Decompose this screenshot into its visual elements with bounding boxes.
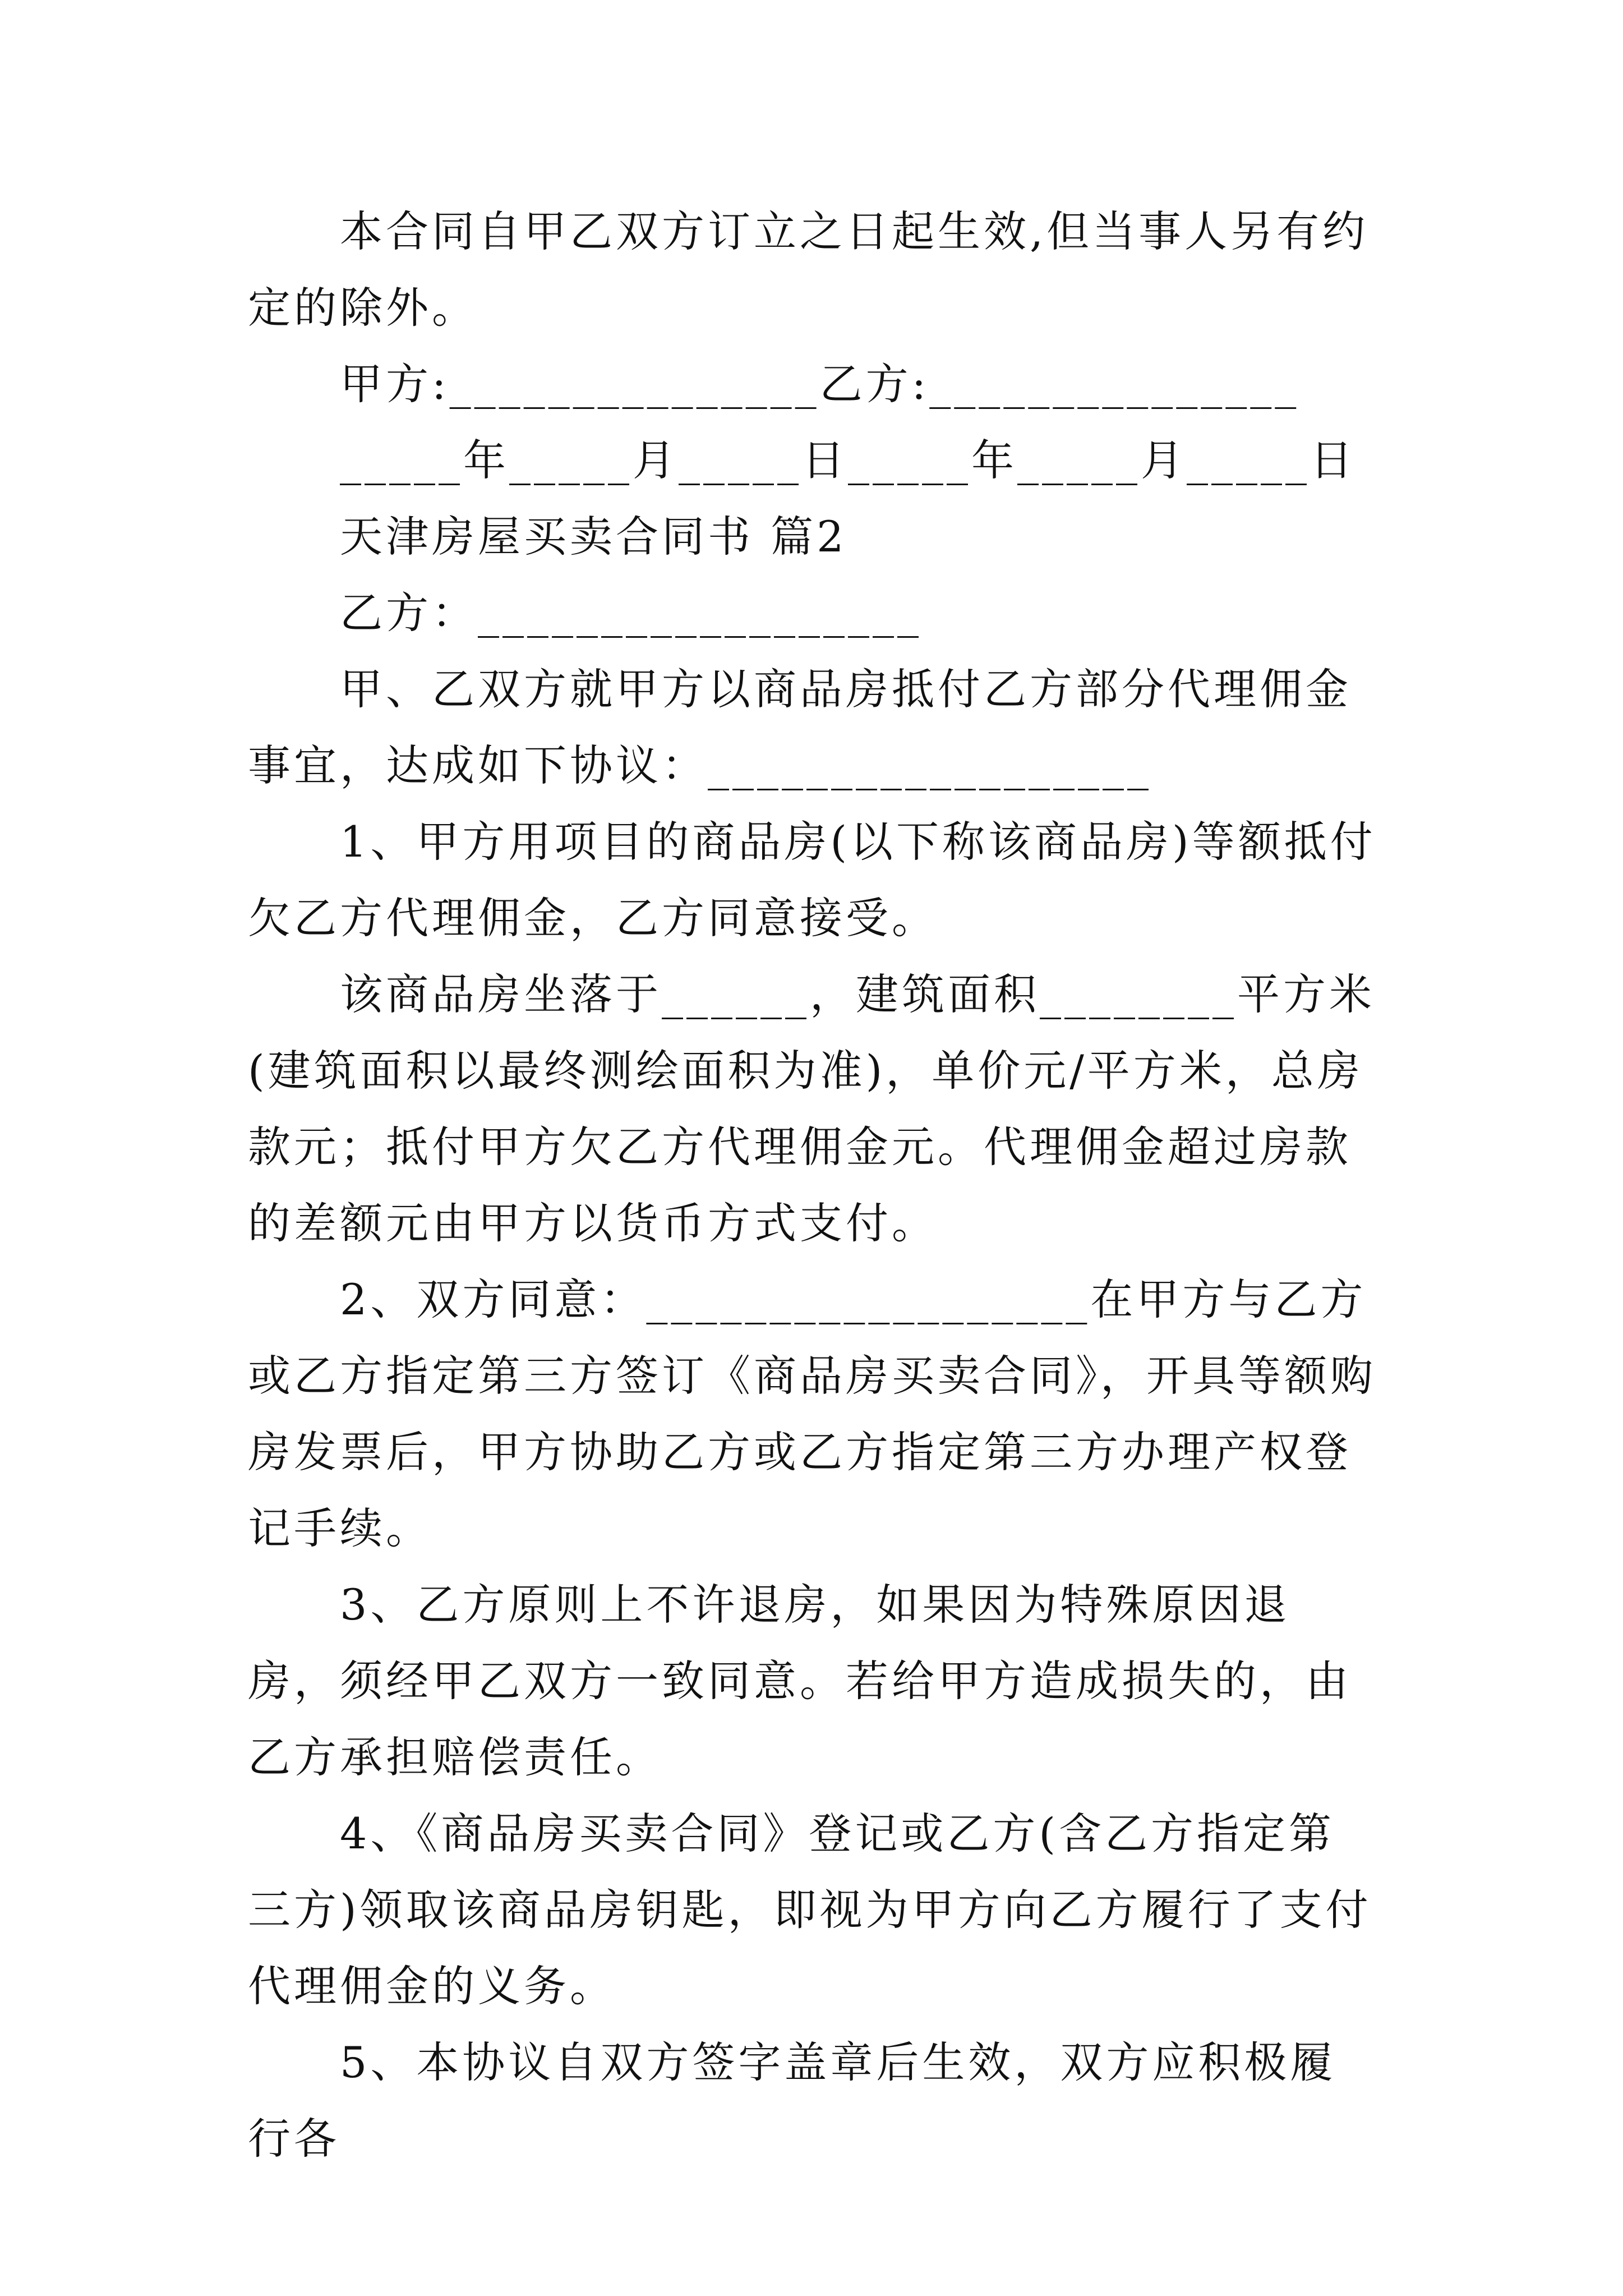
clause-1: 1、甲方用项目的商品房(以下称该商品房)等额抵付欠乙方代理佣金，乙方同意接受。 <box>248 817 1376 943</box>
clause-4: 4、《商品房买卖合同》登记或乙方(含乙方指定第三方)领取该商品房钥匙，即视为甲方向乙方履行了支付代理佣金的义务。 <box>248 1809 1372 2011</box>
party-b-line: 乙方：__________________ <box>340 588 922 638</box>
party-signature-line: 甲方:_______________乙方:_______________ <box>340 359 1300 409</box>
clause-2: 2、双方同意：__________________在甲方与乙方或乙方指定第三方签订《商品房买卖合同》，开具等额购房发票后，甲方协助乙方或乙方指定第三方办理产权登记手续。 <box>248 1274 1376 1553</box>
paragraph-agreement-intro: 甲、乙双方就甲方以商品房抵付乙方部分代理佣金事宜，达成如下协议：__________________ <box>248 664 1352 790</box>
clause-5: 5、本协议自双方签字盖章后生效，双方应积极履行各 <box>248 2037 1336 2164</box>
date-line: _____年_____月_____日_____年_____月_____日 <box>340 435 1356 485</box>
clause-1-details: 该商品房坐落于______，建筑面积________平方米(建筑面积以最终测绘面积为准)，单价元/平方米，总房款元；抵付甲方欠乙方代理佣金元。代理佣金超过房款的差额元由甲方以货币方式支付。 <box>248 969 1375 1248</box>
clause-3: 3、乙方原则上不许退房，如果因为特殊原因退房，须经甲乙双方一致同意。若给甲方造成损失的，由乙方承担赔偿责任。 <box>248 1580 1352 1782</box>
paragraph-contract-effective: 本合同自甲乙双方订立之日起生效,但当事人另有约定的除外。 <box>248 206 1369 333</box>
document-body <box>248 194 1378 2177</box>
section-title: 天津房屋买卖合同书 篇2 <box>340 512 847 562</box>
